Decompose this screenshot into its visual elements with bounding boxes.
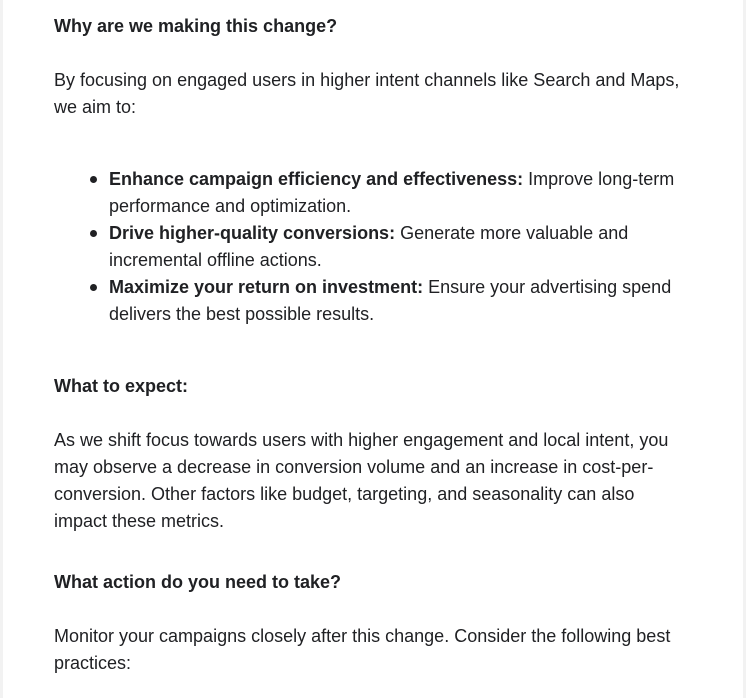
list-item-bold: Drive higher-quality conversions: (109, 223, 396, 243)
section-action-paragraph: Monitor your campaigns closely after this change. Consider the following best practices: (54, 626, 671, 673)
section-heading-action: What action do you need to take? (54, 572, 342, 592)
list-item-bold: Maximize your return on investment: (109, 277, 424, 297)
benefits-list (54, 166, 694, 328)
bullet-icon (90, 284, 97, 291)
bullet-icon (90, 230, 97, 237)
bullet-icon (90, 176, 97, 183)
list-item (109, 274, 694, 328)
section-heading-why: Why are we making this change? (54, 16, 338, 36)
list-item (109, 220, 694, 274)
email-body (3, 0, 743, 698)
list-item-text: Ensure your advertising spend delivers the best possible results. (109, 277, 672, 324)
section-heading-expect: What to expect: (54, 376, 189, 396)
list-item-bold: Enhance campaign efficiency and effectiveness: (109, 169, 524, 189)
list-item-text: Generate more valuable and incremental offline actions. (109, 223, 629, 270)
list-item-text: Improve long-term performance and optimization. (109, 169, 675, 216)
list-item (109, 166, 694, 220)
section-intro-paragraph: By focusing on engaged users in higher intent channels like Search and Maps, we aim to: (54, 70, 680, 117)
section-expect-paragraph: As we shift focus towards users with higher engagement and local intent, you may observe a decrease in conversion volume and an increase in cost-per-conversion. Other factors like budget, targeting, and seasonality can also impact these metrics. (54, 430, 669, 531)
